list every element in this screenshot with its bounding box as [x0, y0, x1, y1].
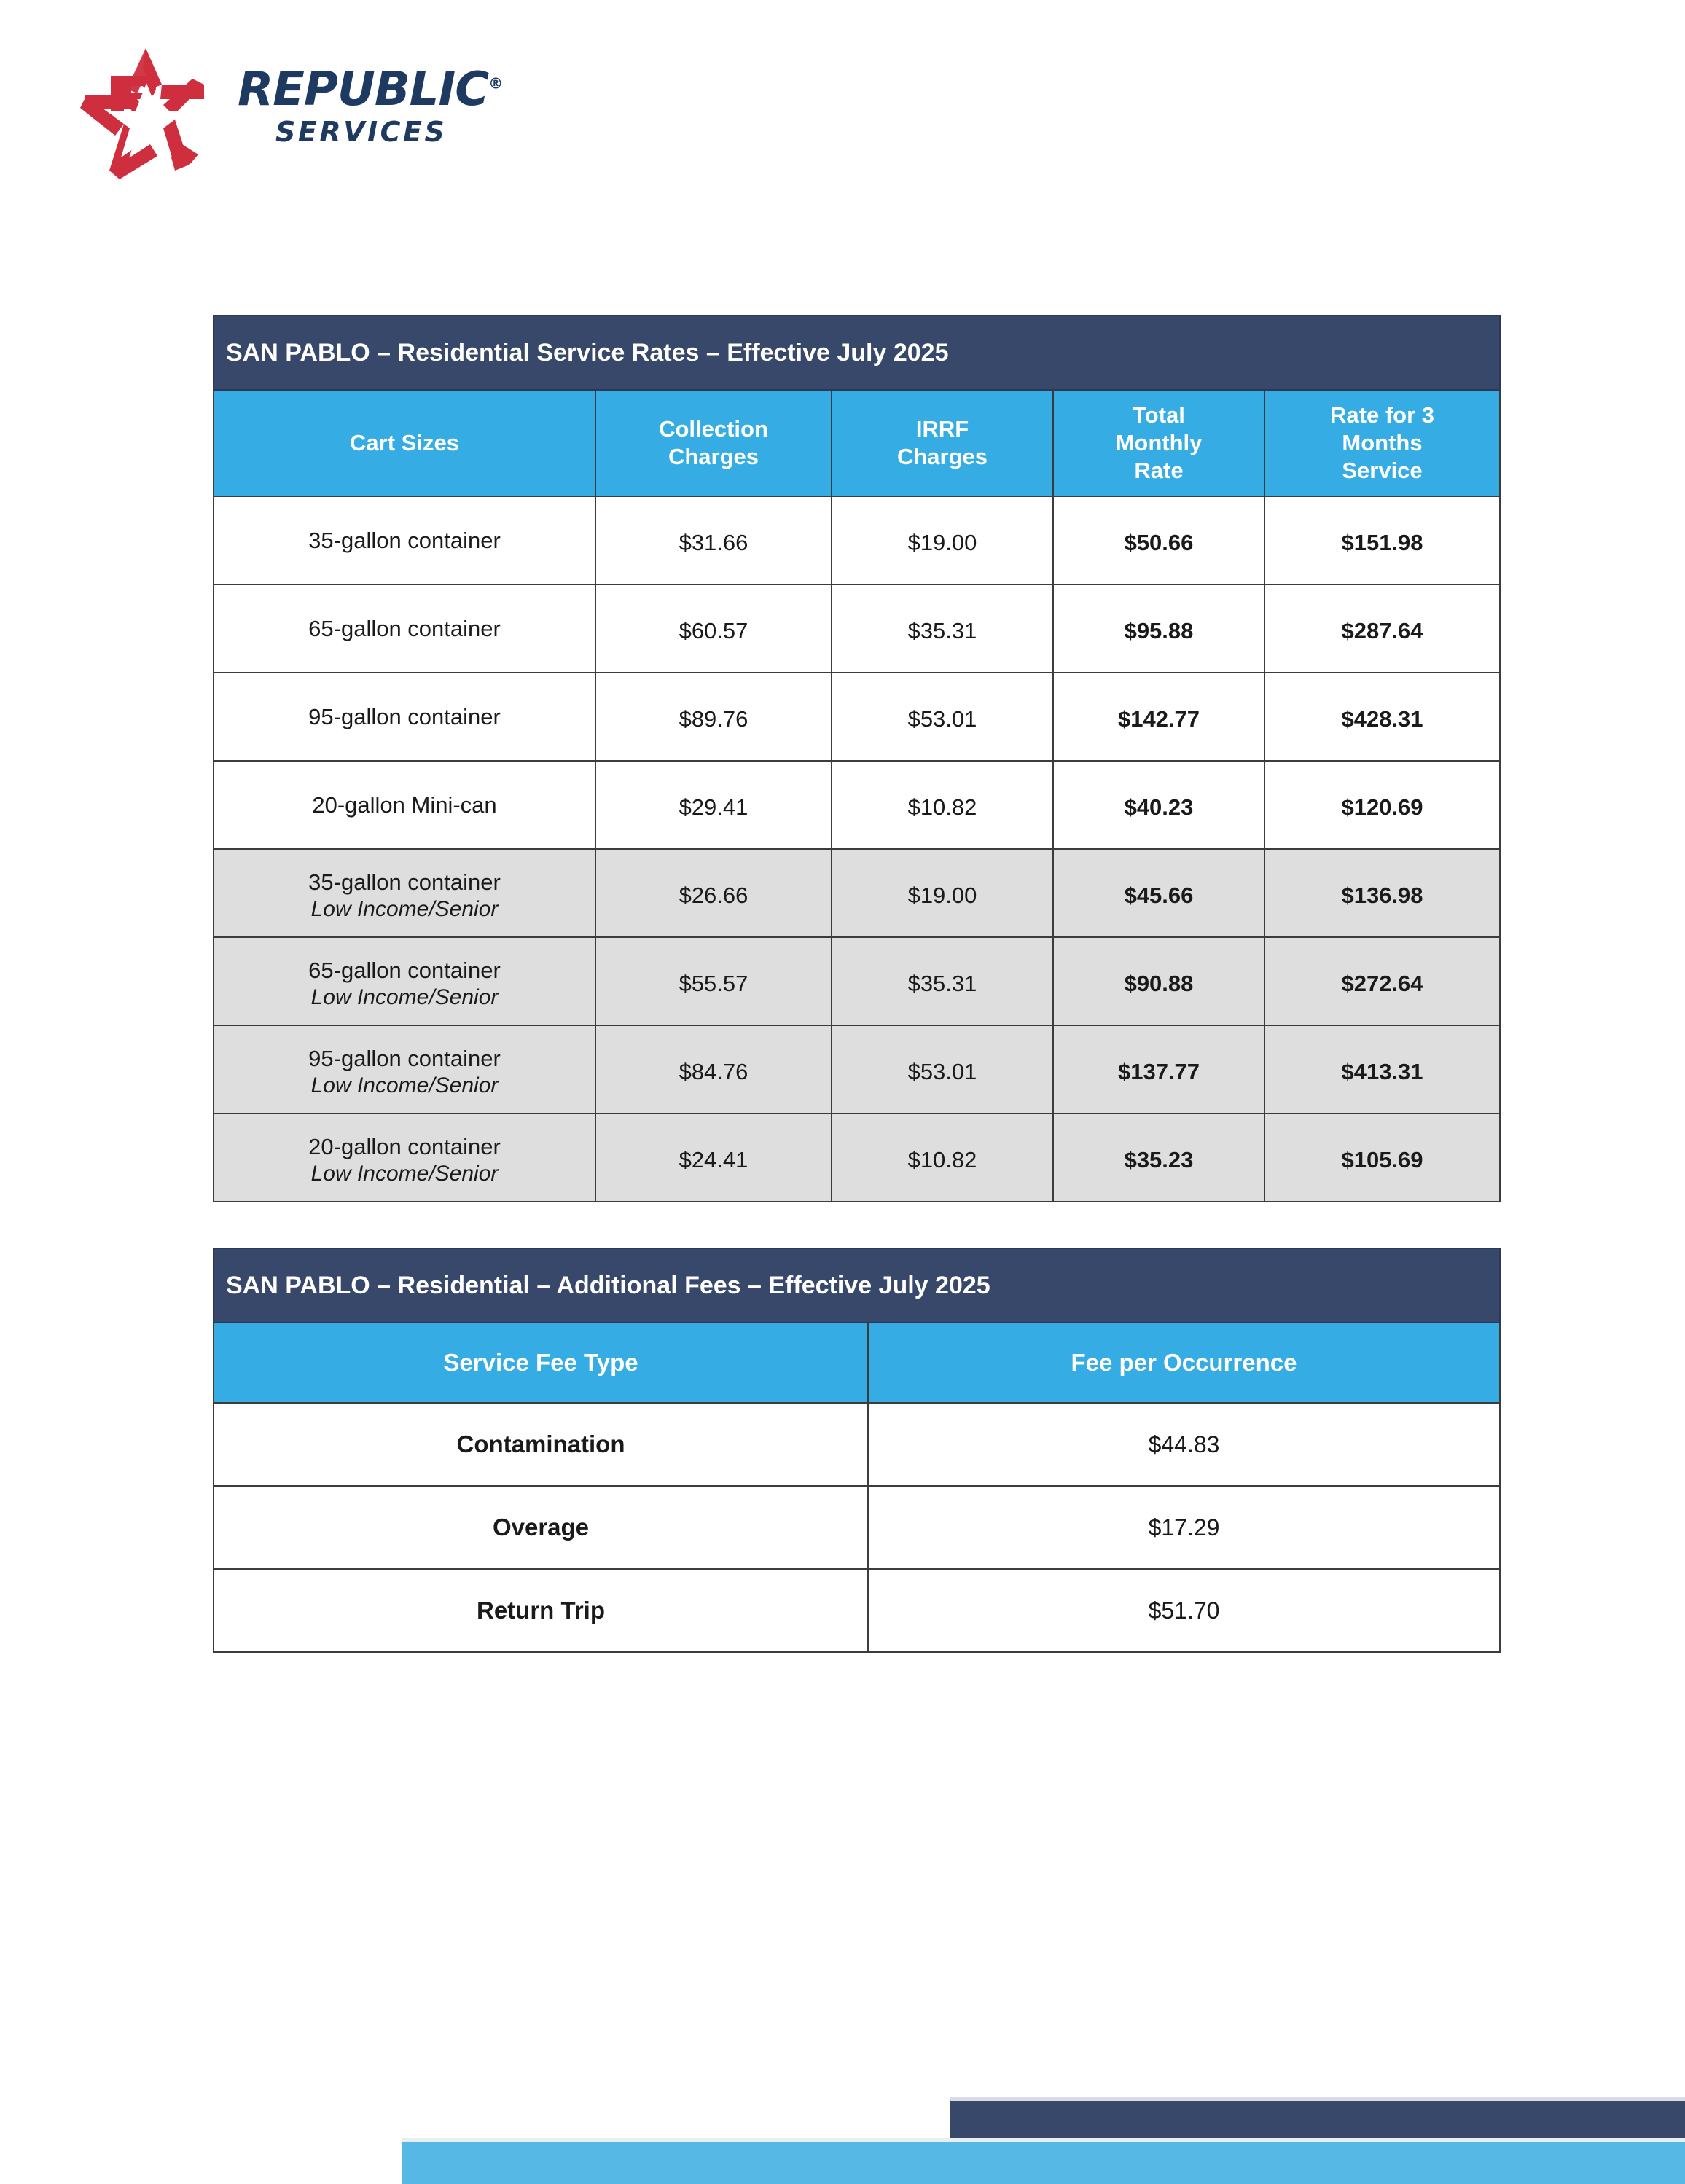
table-row: [214, 937, 1500, 1025]
cell-rate-3-months: $272.64: [1264, 937, 1500, 1025]
cell-irrf-charges: $53.01: [832, 1025, 1053, 1113]
column-header-service-fee-type: Service Fee Type: [214, 1323, 868, 1403]
cell-fee-per-occurrence: $17.29: [868, 1486, 1500, 1569]
rates-table-header-row: [214, 390, 1500, 496]
cell-total-monthly-rate: $95.88: [1053, 584, 1264, 673]
cell-service-fee-type: Contamination: [214, 1403, 868, 1486]
footer-blue-bar: [402, 2138, 1685, 2184]
fees-table-title-row: [214, 1248, 1500, 1323]
cell-rate-3-months: $105.69: [1264, 1113, 1500, 1202]
cart-size-label: 65-gallon container: [308, 615, 501, 641]
cell-total-monthly-rate: $142.77: [1053, 673, 1264, 761]
cart-size-label: 35-gallon container: [308, 869, 501, 895]
column-header-collection-charges: [595, 390, 832, 496]
cell-fee-per-occurrence: $44.83: [868, 1403, 1500, 1486]
cell-service-fee-type: Return Trip: [214, 1569, 868, 1652]
brand-logo: [76, 42, 571, 181]
column-header-line: Cart Sizes: [350, 430, 459, 456]
column-header-line: Total: [1133, 402, 1185, 428]
cell-collection-charges: $89.76: [595, 673, 832, 761]
cell-collection-charges: $24.41: [595, 1113, 832, 1202]
cell-cart-size: [214, 496, 595, 584]
brand-wordmark: [238, 63, 544, 148]
column-header-line: Collection: [659, 416, 768, 442]
cart-size-qualifier: Low Income/Senior: [310, 1073, 499, 1097]
table-row: [214, 1486, 1500, 1569]
rates-table-title-row: [214, 316, 1500, 390]
table-row: [214, 1025, 1500, 1113]
cell-collection-charges: $31.66: [595, 496, 832, 584]
cell-irrf-charges: $10.82: [832, 1113, 1053, 1202]
cell-irrf-charges: $19.00: [832, 496, 1053, 584]
column-header-line: Charges: [896, 444, 988, 469]
brand-name-republic: REPUBLIC: [238, 63, 489, 117]
cell-irrf-charges: $10.82: [832, 761, 1053, 849]
cell-irrf-charges: $19.00: [832, 849, 1053, 937]
cart-size-label: 95-gallon container: [308, 1045, 501, 1071]
cell-rate-3-months: $120.69: [1264, 761, 1500, 849]
column-header-line: Service: [1342, 457, 1423, 483]
cell-irrf-charges: $35.31: [832, 937, 1053, 1025]
cart-size-qualifier: Low Income/Senior: [310, 1161, 499, 1186]
cell-cart-size: [214, 584, 595, 673]
cart-size-qualifier: Low Income/Senior: [310, 985, 499, 1009]
table-row: [214, 1403, 1500, 1486]
cell-total-monthly-rate: $35.23: [1053, 1113, 1264, 1202]
cell-irrf-charges: $35.31: [832, 584, 1053, 673]
cell-collection-charges: $84.76: [595, 1025, 832, 1113]
cart-size-label: 20-gallon Mini-can: [312, 791, 497, 818]
table-row: [214, 1113, 1500, 1202]
column-header-rate-for-3-months-service: [1264, 390, 1500, 496]
footer-dark-bar: [950, 2097, 1685, 2142]
cell-cart-size: [214, 1113, 595, 1202]
cell-rate-3-months: $136.98: [1264, 849, 1500, 937]
table-row: [214, 584, 1500, 673]
column-header-line: IRRF: [915, 416, 969, 442]
table-row: [214, 761, 1500, 849]
cell-total-monthly-rate: $40.23: [1053, 761, 1264, 849]
additional-fees-table: [213, 1248, 1501, 1653]
residential-service-rates-table: [213, 315, 1501, 1202]
column-header-total-monthly-rate: [1053, 390, 1264, 496]
column-header-line: Charges: [668, 444, 759, 469]
cell-total-monthly-rate: $137.77: [1053, 1025, 1264, 1113]
column-header-line: Months: [1342, 430, 1423, 456]
table-row: [214, 496, 1500, 584]
cell-collection-charges: $26.66: [595, 849, 832, 937]
table-row: [214, 1569, 1500, 1652]
cell-service-fee-type: Overage: [214, 1486, 868, 1569]
column-header-irrf-charges: [832, 390, 1053, 496]
cell-cart-size: [214, 673, 595, 761]
column-header-fee-per-occurrence: Fee per Occurrence: [868, 1323, 1500, 1403]
cell-collection-charges: $60.57: [595, 584, 832, 673]
fees-table-title: SAN PABLO – Residential – Additional Fees – Effective July 2025: [214, 1248, 1500, 1323]
cart-size-label: 95-gallon container: [308, 703, 501, 729]
fees-table-header-row: [214, 1323, 1500, 1403]
cart-size-label: 20-gallon container: [308, 1133, 501, 1159]
brand-name-services: SERVICES: [275, 115, 447, 148]
cell-cart-size: [214, 1025, 595, 1113]
republic-services-star-icon: [76, 42, 222, 181]
column-header-cart-sizes: [214, 390, 595, 496]
cell-rate-3-months: $413.31: [1264, 1025, 1500, 1113]
cart-size-label: 35-gallon container: [308, 527, 501, 553]
rates-table-title: SAN PABLO – Residential Service Rates – Effective July 2025: [214, 316, 1500, 390]
cell-rate-3-months: $428.31: [1264, 673, 1500, 761]
cell-cart-size: [214, 849, 595, 937]
cell-fee-per-occurrence: $51.70: [868, 1569, 1500, 1652]
column-header-line: Rate for 3: [1330, 402, 1434, 428]
cart-size-qualifier: Low Income/Senior: [310, 896, 499, 921]
cell-irrf-charges: $53.01: [832, 673, 1053, 761]
cell-collection-charges: $29.41: [595, 761, 832, 849]
column-header-line: Monthly: [1115, 430, 1203, 456]
cell-rate-3-months: $151.98: [1264, 496, 1500, 584]
registered-trademark-icon: ®: [488, 74, 503, 93]
cart-size-label: 65-gallon container: [308, 957, 501, 983]
column-header-line: Rate: [1134, 457, 1184, 483]
cell-total-monthly-rate: $90.88: [1053, 937, 1264, 1025]
cell-total-monthly-rate: $50.66: [1053, 496, 1264, 584]
cell-cart-size: [214, 761, 595, 849]
cell-collection-charges: $55.57: [595, 937, 832, 1025]
table-row: [214, 673, 1500, 761]
cell-cart-size: [214, 937, 595, 1025]
cell-total-monthly-rate: $45.66: [1053, 849, 1264, 937]
cell-rate-3-months: $287.64: [1264, 584, 1500, 673]
table-row: [214, 849, 1500, 937]
